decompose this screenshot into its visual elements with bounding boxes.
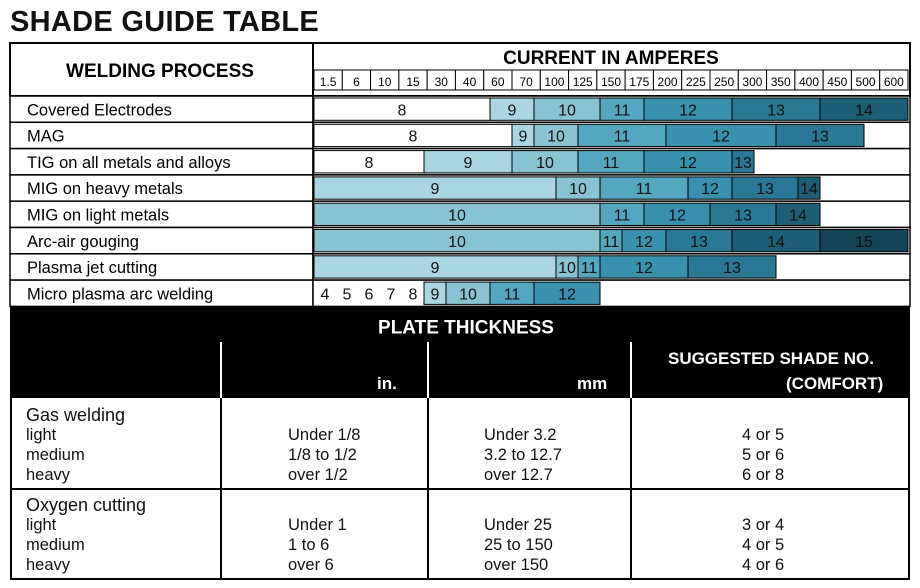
- col-shade-header: SUGGESTED SHADE NO.: [668, 349, 874, 368]
- shade-number: 10: [536, 154, 554, 172]
- shade-number: 8: [364, 154, 374, 172]
- shade-number: 11: [613, 207, 631, 225]
- group-gas-welding: Gas welding light medium heavy: [26, 405, 126, 484]
- shade-number: 8: [397, 102, 407, 120]
- gas-in-values: Under 1/8 1/8 to 1/2 over 1/2: [288, 426, 361, 484]
- shade-number: 10: [448, 233, 466, 251]
- shade-number: 10: [569, 181, 587, 199]
- divider: [427, 342, 429, 398]
- shade-number: 12: [679, 154, 697, 172]
- shade-number: 11: [602, 233, 620, 251]
- shade-number: 13: [734, 207, 752, 225]
- amp-label: 200: [657, 75, 678, 89]
- process-label: Micro plasma arc welding: [27, 285, 214, 304]
- amp-label: 125: [572, 75, 593, 89]
- amp-label: 100: [544, 75, 565, 89]
- divider: [630, 342, 632, 398]
- shade-number: 12: [679, 102, 697, 120]
- shade-number: 8: [408, 128, 418, 146]
- shade-number: 9: [430, 286, 440, 304]
- shade-number: 12: [635, 260, 653, 278]
- shade-number: 12: [635, 233, 653, 251]
- shade-row: [313, 280, 910, 306]
- shade-number: 11: [602, 154, 620, 172]
- oxy-mm-values: Under 25 25 to 150 over 150: [484, 516, 553, 574]
- plate-title: PLATE THICKNESS: [378, 317, 554, 339]
- shade-number: 9: [507, 102, 517, 120]
- shade-number: 11: [613, 128, 631, 146]
- shade-number: 10: [547, 128, 565, 146]
- amp-label: 60: [491, 75, 505, 89]
- amp-label: 40: [462, 75, 477, 89]
- process-label: Plasma jet cutting: [27, 259, 158, 278]
- shade-number: 10: [459, 286, 477, 304]
- amp-label: 350: [770, 75, 791, 89]
- shade-number: 13: [723, 260, 741, 278]
- shade-number: 4: [320, 286, 330, 304]
- group-oxygen-cutting: Oxygen cutting light medium heavy: [26, 495, 147, 574]
- shade-number: 12: [668, 207, 686, 225]
- shade-number: 10: [558, 260, 576, 278]
- amp-label: 30: [434, 75, 448, 89]
- gas-shade-values: 4 or 5 5 or 6 6 or 8: [742, 426, 785, 484]
- shade-number: 5: [342, 286, 352, 304]
- amp-label: 15: [406, 75, 420, 89]
- shade-number: 13: [756, 181, 774, 199]
- divider: [220, 342, 222, 398]
- col-mm-header: mm: [577, 374, 608, 393]
- shade-number: 9: [463, 154, 473, 172]
- process-label: Covered Electrodes: [27, 101, 172, 120]
- shade-number: 15: [855, 233, 873, 251]
- shade-number: 11: [613, 102, 631, 120]
- shade-number: 9: [518, 128, 528, 146]
- amp-label: 175: [629, 75, 650, 89]
- amp-label: 6: [353, 75, 360, 89]
- shade-number: 14: [767, 233, 785, 251]
- amp-label: 300: [742, 75, 763, 89]
- gas-mm-values: Under 3.2 3.2 to 12.7 over 12.7: [484, 426, 562, 484]
- amp-label: 225: [685, 75, 706, 89]
- shade-number: 7: [386, 286, 396, 304]
- col-in-header: in.: [377, 374, 397, 393]
- amp-label: 70: [519, 75, 533, 89]
- shade-number: 13: [767, 102, 785, 120]
- shade-number: 14: [800, 181, 818, 199]
- group-divider: [12, 488, 908, 490]
- shade-number: 10: [448, 207, 466, 225]
- page-title: SHADE GUIDE TABLE: [10, 6, 320, 38]
- shade-number: 12: [701, 181, 719, 199]
- shade-number: 9: [430, 181, 440, 199]
- shade-number: 8: [408, 286, 418, 304]
- shade-number: 13: [811, 128, 829, 146]
- shade-number: 13: [690, 233, 708, 251]
- col-shade-header-2: (COMFORT): [786, 374, 884, 393]
- oxy-shade-values: 3 or 4 4 or 5 4 or 6: [742, 516, 785, 574]
- amp-label: 600: [883, 75, 904, 89]
- shade-number: 14: [789, 207, 807, 225]
- shade-number: 12: [558, 286, 576, 304]
- process-label: Arc-air gouging: [27, 232, 139, 251]
- process-label: MAG: [27, 127, 65, 146]
- plate-thickness-table: [10, 340, 910, 580]
- amp-label: 10: [378, 75, 392, 89]
- shade-number: 10: [558, 102, 576, 120]
- shade-number: 11: [503, 286, 521, 304]
- amp-label: 1.5: [319, 75, 337, 89]
- amp-label: 400: [798, 75, 820, 89]
- amp-label: 150: [600, 75, 622, 89]
- amp-label: 250: [714, 75, 735, 89]
- shade-number: 11: [635, 181, 653, 199]
- shade-number: 11: [580, 260, 598, 278]
- shade-number: 14: [855, 102, 873, 120]
- process-label: MIG on heavy metals: [27, 180, 183, 199]
- shade-number: 13: [734, 154, 752, 172]
- shade-number: 6: [364, 286, 374, 304]
- process-label: MIG on light metals: [27, 206, 170, 225]
- process-header: WELDING PROCESS: [66, 61, 254, 82]
- amp-label: 450: [827, 75, 848, 89]
- process-label: TIG on all metals and alloys: [27, 153, 231, 172]
- shade-number: 12: [712, 128, 730, 146]
- oxy-in-values: Under 1 1 to 6 over 6: [288, 516, 347, 574]
- shade-number: 9: [430, 260, 440, 278]
- current-header: CURRENT IN AMPERES: [503, 48, 719, 69]
- amp-label: 500: [855, 75, 876, 89]
